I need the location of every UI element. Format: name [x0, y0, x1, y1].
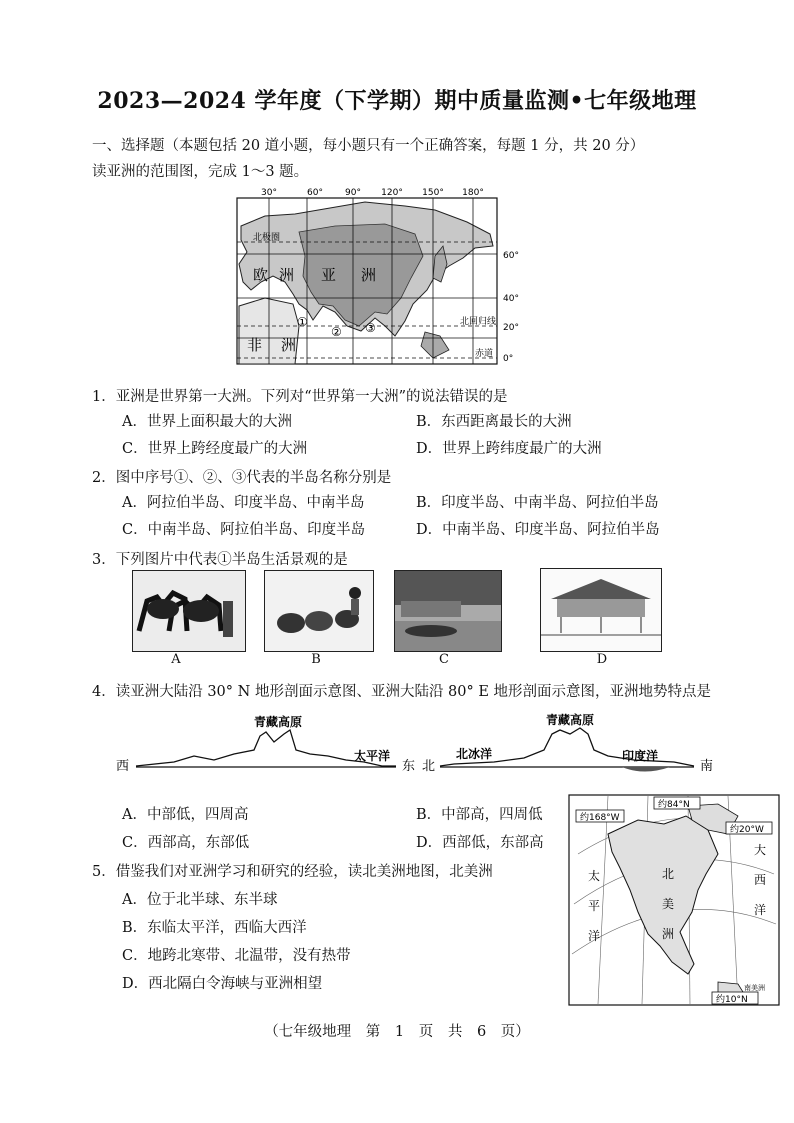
q5-option-d: D．西北隔白令海峡与亚洲相望 [122, 976, 323, 992]
map-char: 洲 [662, 927, 675, 941]
image-label-c: C [439, 652, 449, 667]
lat-label: 40° [503, 294, 519, 304]
coord-box-10n: 约10°N [716, 995, 748, 1005]
q4-option-c: C．西部高，东部低 [122, 835, 250, 851]
lon-label: 180° [462, 188, 484, 198]
coord-box-168w: 约168°W [580, 813, 620, 823]
profile1-peak: 青藏高原 [254, 715, 303, 729]
map-char: 大 [754, 843, 767, 857]
q1-option-b: B．东西距离最长的大洲 [416, 414, 572, 430]
q2-option-b: B．印度半岛、中南半岛、阿拉伯半岛 [416, 495, 659, 511]
profile1-east: 东 [402, 759, 416, 774]
circled-2: ② [331, 325, 342, 339]
section-heading: 一、选择题（本题包括 20 道小题，每小题只有一个正确答案，每题 1 分，共 20 分） [92, 138, 645, 154]
profile2-peak: 青藏高原 [546, 713, 595, 727]
lon-label: 30° [261, 188, 277, 198]
q4-option-d: D．西部低，东部高 [416, 835, 544, 851]
arctic-circle-label: 北极圈 [253, 233, 281, 243]
lat-label: 60° [503, 251, 519, 261]
q5-option-a: A．位于北半球、东半球 [122, 892, 278, 908]
profile2-indian-ocean: 印度洋 [622, 749, 659, 763]
coord-box-20w: 约20°W [730, 825, 764, 835]
q2-option-a: A．阿拉伯半岛、印度半岛、中南半岛 [122, 495, 365, 511]
region-char: 洲 [361, 266, 377, 284]
tropic-label: 北回归线 [460, 317, 497, 327]
south-america-label: 南美洲 [744, 984, 765, 992]
profile1-ocean: 太平洋 [354, 749, 391, 763]
region-char: 欧 [253, 266, 269, 284]
coord-box-84n: 约84°N [658, 800, 690, 810]
map-char: 洋 [588, 929, 601, 943]
lat-label: 0° [503, 354, 514, 364]
q4-option-a: A．中部低，四周高 [122, 807, 249, 823]
page-footer: （七年级地理 第 1 页 共 6 页） [264, 1024, 530, 1040]
circled-1: ① [297, 315, 308, 329]
q4-stem: 4．读亚洲大陆沿 30° N 地形剖面示意图、亚洲大陆沿 80° E 地形剖面示意图，亚洲地势特点是 [92, 684, 712, 700]
q1-option-d: D．世界上跨纬度最广的大洲 [416, 441, 602, 457]
map-char: 北 [662, 867, 675, 881]
q1-stem: 1．亚洲是世界第一大洲。下列对“世界第一大洲”的说法错误的是 [92, 389, 508, 405]
q1-option-a: A．世界上面积最大的大洲 [122, 414, 292, 430]
north-america-map [568, 794, 780, 1006]
q2-option-d: D．中南半岛、印度半岛、阿拉伯半岛 [416, 522, 660, 538]
lon-label: 60° [307, 188, 323, 198]
lat-label: 20° [503, 323, 519, 333]
q1-option-c: C．世界上跨经度最广的大洲 [122, 441, 308, 457]
profile2-south: 南 [700, 759, 714, 774]
map-char: 太 [588, 869, 601, 883]
photo-camels [132, 570, 246, 652]
lon-label: 120° [381, 188, 403, 198]
intro-text: 读亚洲的范围图，完成 1～3 题。 [92, 164, 309, 180]
region-char: 洲 [279, 266, 295, 284]
map-char: 美 [662, 897, 675, 911]
map-char: 平 [588, 899, 601, 913]
map-char: 洋 [754, 903, 767, 917]
asia-map [235, 186, 525, 366]
image-label-b: B [311, 652, 321, 667]
terrain-profiles [114, 710, 718, 780]
photo-water-village [394, 570, 502, 652]
q5-option-c: C．地跨北寒带、北温带，没有热带 [122, 948, 351, 964]
photo-sled-dogs [264, 570, 374, 652]
lon-label: 150° [422, 188, 444, 198]
q3-stem: 3．下列图片中代表①半岛生活景观的是 [92, 552, 348, 568]
map-char: 西 [754, 873, 767, 887]
q2-stem: 2．图中序号①、②、③代表的半岛名称分别是 [92, 470, 392, 486]
image-label-a: A [171, 652, 181, 667]
q5-option-b: B．东临太平洋，西临大西洋 [122, 920, 307, 936]
page-title: 2023—2024 学年度（下学期）期中质量监测•七年级地理 [97, 88, 697, 114]
lon-label: 90° [345, 188, 361, 198]
photo-stilt-house [540, 568, 662, 652]
region-char: 洲 [281, 336, 297, 354]
circled-3: ③ [365, 321, 376, 335]
image-label-d: D [596, 652, 608, 667]
equator-label: 赤道 [475, 349, 494, 359]
profile2-arctic-ocean: 北冰洋 [456, 747, 493, 761]
q4-option-b: B．中部高，四周低 [416, 807, 543, 823]
profile2-north: 北 [422, 759, 436, 774]
region-char: 非 [247, 336, 263, 354]
region-char: 亚 [321, 266, 337, 284]
profile1-west: 西 [116, 759, 130, 774]
q2-option-c: C．中南半岛、阿拉伯半岛、印度半岛 [122, 522, 366, 538]
q5-stem: 5．借鉴我们对亚洲学习和研究的经验，读北美洲地图，北美洲 [92, 864, 493, 880]
